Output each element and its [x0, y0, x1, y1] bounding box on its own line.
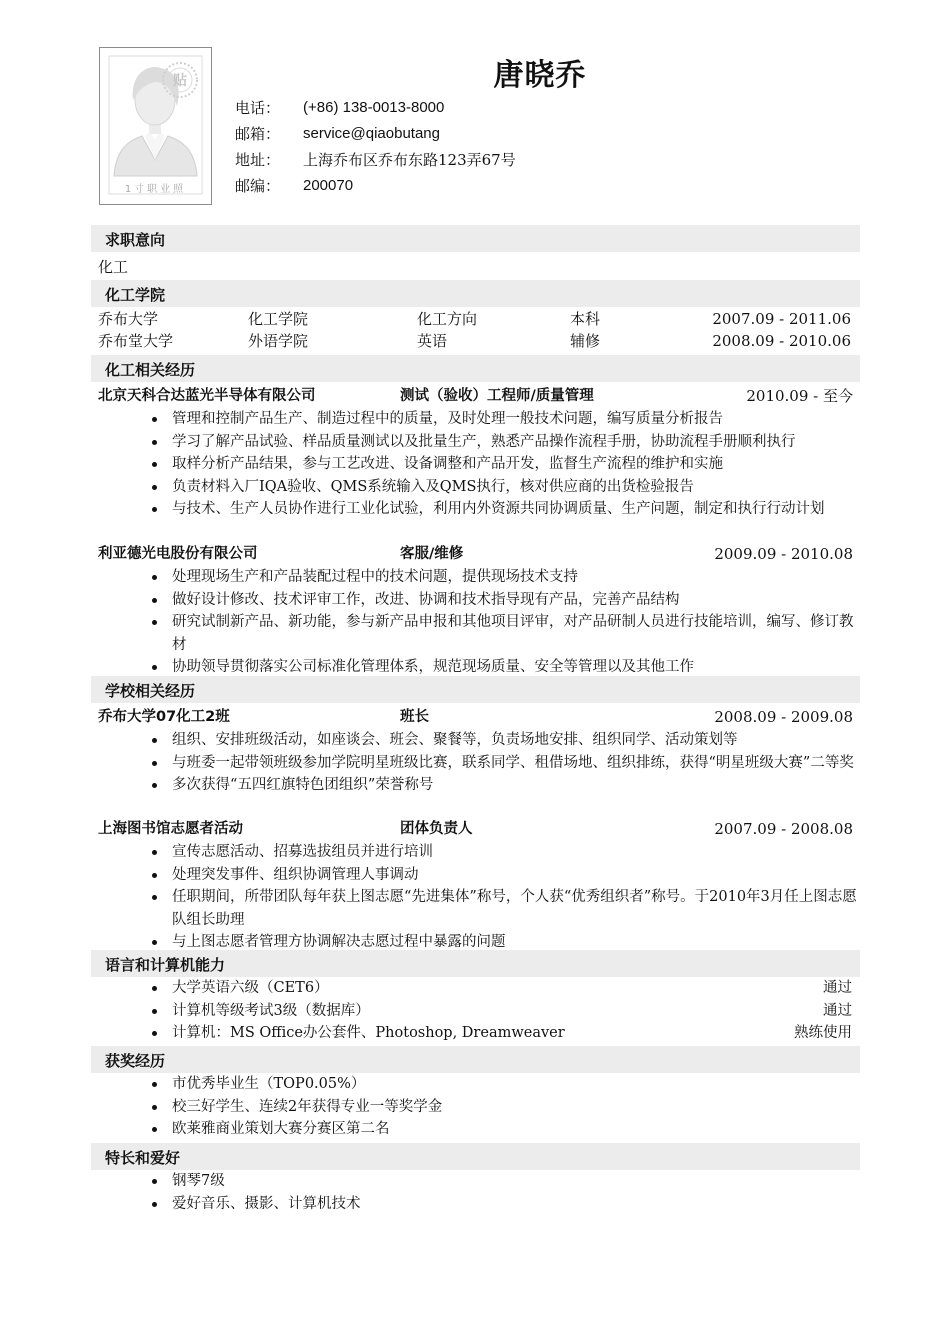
bullet-icon [152, 1202, 157, 1207]
section-header-education [91, 280, 860, 307]
skill-level: 通过 [823, 980, 852, 996]
contact-label: 电话： [235, 99, 281, 117]
list-item [150, 1193, 858, 1216]
list-item [150, 1022, 858, 1045]
list-item [150, 864, 858, 887]
job-header [98, 818, 853, 840]
contact-row-address [235, 147, 516, 173]
edu-major: 化工方向 [417, 310, 478, 328]
bullet-icon [152, 850, 157, 855]
bullet-text: 任职期间，所带团队每年获上图志愿“先进集体”称号，个人获“优秀组织者”称号。于2010年3月任上图志愿队组长助理 [172, 889, 857, 928]
list-item [150, 476, 858, 499]
list-item [150, 498, 858, 521]
bullet-icon [152, 940, 157, 945]
bullet-text: 处理现场生产和产品装配过程中的技术问题，提供现场技术支持 [172, 569, 578, 585]
list-item [150, 886, 858, 931]
edu-degree: 本科 [570, 310, 601, 328]
contact-row-zip [235, 173, 516, 199]
bullet-icon [152, 761, 157, 766]
list-item [150, 1118, 858, 1141]
list-item [150, 1000, 858, 1023]
contact-label: 邮编： [235, 177, 281, 195]
bullet-text: 管理和控制产品生产、制造过程中的质量，及时处理一般技术问题，编写质量分析报告 [172, 411, 723, 427]
bullet-text: 负责材料入厂IQA验收、QMS系统输入及QMS执行，核对供应商的出货检验报告 [172, 478, 694, 495]
section-title: 语言和计算机能力 [105, 956, 226, 974]
job-header [98, 543, 853, 565]
job-company: 上海图书馆志愿者活动 [98, 821, 243, 837]
section-header-experience [91, 355, 860, 382]
photo-placeholder [99, 47, 212, 205]
zip-value: 200070 [303, 177, 354, 194]
section-title: 特长和爱好 [105, 1149, 181, 1167]
bullet-icon [152, 1009, 157, 1014]
bullet-icon [152, 620, 157, 625]
bullet-icon [152, 1127, 157, 1132]
edu-degree: 辅修 [570, 332, 601, 350]
job-company: 北京天科合达蓝光半导体有限公司 [98, 388, 316, 404]
edu-date: 2007.09 - 2011.06 [712, 310, 851, 328]
bullet-icon [152, 783, 157, 788]
job-date: 2009.09 - 2010.08 [714, 545, 853, 563]
contact-row-email [235, 121, 516, 147]
section-title: 求职意向 [105, 231, 166, 249]
awards-list [150, 1073, 858, 1141]
objective-text: 化工 [98, 258, 129, 276]
skill-level: 通过 [823, 1002, 852, 1019]
edu-school: 乔布大学 [98, 310, 159, 328]
list-item [150, 774, 858, 797]
job-role: 班长 [400, 709, 429, 725]
award-text: 欧莱雅商业策划大赛分赛区第二名 [172, 1121, 390, 1137]
photo-stamp-text: 贴 [173, 73, 187, 89]
contact-label: 地址： [235, 151, 281, 169]
bullet-text: 与技术、生产人员协作进行工业化试验，利用内外资源共同协调质量、生产问题，制定和执行行动计划 [172, 501, 825, 517]
education-row [98, 330, 853, 352]
bullet-text: 与班委一起带领班级参加学院明星班级比赛，联系同学、租借场地、组织排练，获得“明星班级大赛”二等奖 [172, 754, 854, 771]
skill-text: 计算机：MS Office办公套件、Photoshop, Dreamweaver [172, 1025, 565, 1041]
skill-text: 大学英语六级（CET6） [172, 980, 329, 996]
education-row [98, 308, 853, 330]
bullet-text: 处理突发事件、组织协调管理人事调动 [172, 866, 419, 883]
contact-block [235, 95, 516, 199]
contact-label: 邮箱： [235, 125, 281, 143]
job-bullets [150, 729, 858, 797]
job-date: 2008.09 - 2009.08 [714, 708, 853, 726]
skill-level: 熟练使用 [794, 1025, 852, 1041]
job-bullets [150, 566, 858, 679]
bullet-icon [152, 738, 157, 743]
job-role: 客服/维修 [400, 546, 464, 562]
list-item [150, 977, 858, 1000]
job-role: 团体负责人 [400, 821, 473, 837]
email-value: service@qiaobutang [303, 125, 440, 142]
list-item [150, 589, 858, 612]
bullet-icon [152, 986, 157, 991]
award-text: 市优秀毕业生（TOP0.05%） [172, 1076, 366, 1092]
bullet-text: 研究试制新产品、新功能，参与新产品申报和其他项目评审，对产品研制人员进行技能培训，编写、修订教材 [172, 614, 854, 653]
section-header-skills [91, 950, 860, 977]
bullet-icon [152, 895, 157, 900]
hobby-text: 爱好音乐、摄影、计算机技术 [172, 1195, 361, 1212]
bullet-icon [152, 1082, 157, 1087]
bullet-icon [152, 873, 157, 878]
list-item [150, 729, 858, 752]
bullet-text: 与上图志愿者管理方协调解决志愿过程中暴露的问题 [172, 934, 506, 950]
skill-text: 计算机等级考试3级（数据库） [172, 1002, 370, 1019]
job-bullets [150, 841, 858, 954]
bullet-icon [152, 1031, 157, 1036]
job-header [98, 385, 853, 407]
list-item [150, 566, 858, 589]
bullet-text: 做好设计修改、技术评审工作，改进、协调和技术指导现有产品，完善产品结构 [172, 591, 680, 608]
bullet-text: 取样分析产品结果，参与工艺改进、设备调整和产品开发，监督生产流程的维护和实施 [172, 456, 723, 472]
edu-college: 化工学院 [248, 310, 309, 328]
list-item [150, 611, 858, 656]
job-header [98, 706, 853, 728]
award-text: 校三好学生、连续2年获得专业一等奖学金 [172, 1098, 443, 1115]
bullet-icon [152, 440, 157, 445]
edu-college: 外语学院 [248, 332, 309, 350]
section-title: 化工学院 [105, 286, 166, 304]
section-title: 获奖经历 [105, 1052, 166, 1070]
list-item [150, 1096, 858, 1119]
bullet-text: 组织、安排班级活动，如座谈会、班会、聚餐等，负责场地安排、组织同学、活动策划等 [172, 732, 738, 748]
job-role: 测试（验收）工程师/质量管理 [400, 388, 594, 404]
bullet-icon [152, 665, 157, 670]
section-header-hobbies [91, 1143, 860, 1170]
job-date: 2007.09 - 2008.08 [714, 820, 853, 838]
bullet-text: 协助领导贯彻落实公司标准化管理体系，规范现场质量、安全等管理以及其他工作 [172, 659, 694, 675]
bullet-icon [152, 462, 157, 467]
section-header-school [91, 676, 860, 703]
list-item [150, 752, 858, 775]
list-item [150, 841, 858, 864]
section-header-awards [91, 1046, 860, 1073]
list-item [150, 431, 858, 454]
edu-major: 英语 [417, 332, 448, 350]
bullet-icon [152, 507, 157, 512]
list-item [150, 1170, 858, 1193]
address-value: 上海乔布区乔布东路123弄67号 [303, 151, 516, 169]
bullet-text: 多次获得“五四红旗特色团组织”荣誉称号 [172, 777, 434, 793]
contact-row-phone [235, 95, 516, 121]
candidate-name: 唐晓乔 [493, 58, 587, 93]
bullet-icon [152, 1105, 157, 1110]
bullet-icon [152, 575, 157, 580]
list-item [150, 453, 858, 476]
job-company: 乔布大学07化工2班 [98, 709, 230, 725]
bullet-text: 学习了解产品试验、样品质量测试以及批量生产，熟悉产品操作流程手册，协助流程手册顺利执行 [172, 433, 796, 450]
job-bullets [150, 408, 858, 521]
bullet-icon [152, 1179, 157, 1184]
skills-list [150, 977, 858, 1045]
bullet-icon [152, 598, 157, 603]
bullet-icon [152, 485, 157, 490]
bullet-icon [152, 417, 157, 422]
edu-date: 2008.09 - 2010.06 [712, 332, 851, 350]
photo-label: 1寸职业照 [124, 184, 187, 195]
bullet-text: 宣传志愿活动、招募选拔组员并进行培训 [172, 844, 433, 860]
job-date: 2010.09 - 至今 [746, 387, 853, 405]
list-item [150, 1073, 858, 1096]
section-header-objective [91, 225, 860, 252]
phone-value: (+86) 138-0013-8000 [303, 99, 445, 116]
section-title: 学校相关经历 [105, 682, 196, 700]
hobby-text: 钢琴7级 [172, 1173, 225, 1189]
edu-school: 乔布堂大学 [98, 332, 174, 350]
job-company: 利亚德光电股份有限公司 [98, 546, 258, 562]
hobbies-list [150, 1170, 858, 1215]
list-item [150, 408, 858, 431]
section-title: 化工相关经历 [105, 361, 196, 379]
